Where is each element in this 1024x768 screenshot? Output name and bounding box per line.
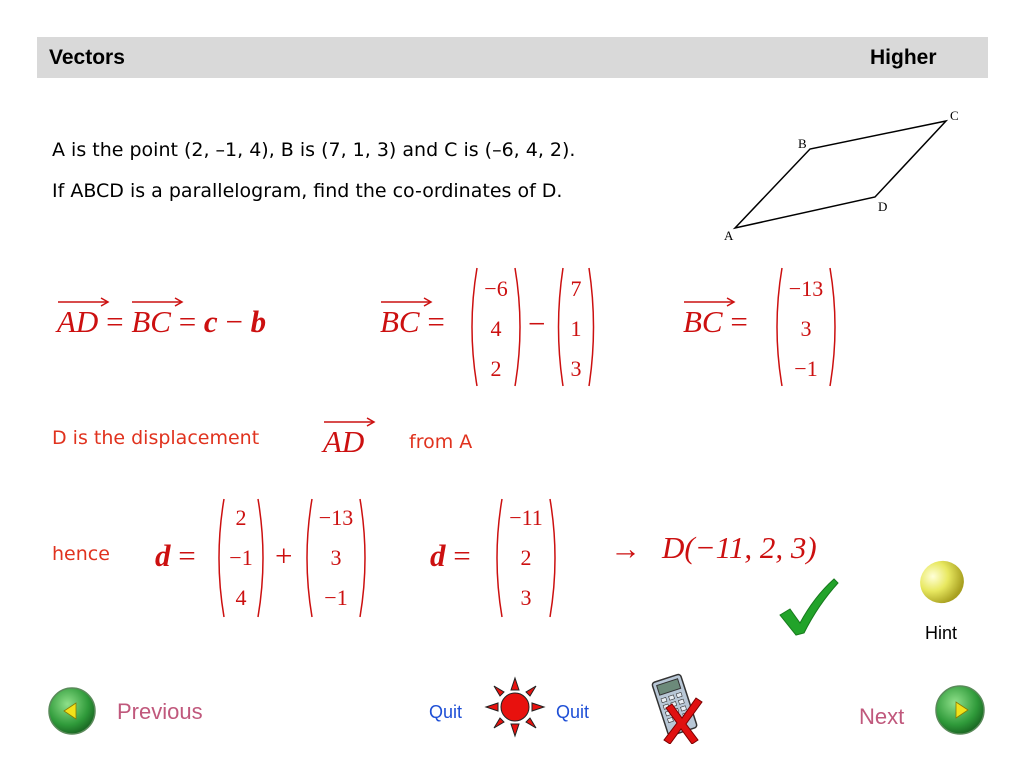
vector-bc-3: BC <box>683 304 723 340</box>
parallelogram-diagram <box>718 104 978 244</box>
vec-bc2-y: 3 <box>330 545 342 570</box>
next-arrow-icon <box>934 684 986 736</box>
header-bar <box>37 37 988 78</box>
vec-bc2-x: −13 <box>318 505 354 530</box>
vec-d-z: 3 <box>520 585 532 610</box>
vec-c-x: −6 <box>484 276 508 301</box>
vec-d-x: −11 <box>509 505 543 530</box>
displacement-vector: AD <box>323 424 364 460</box>
vec-d-y: 2 <box>520 545 532 570</box>
question-line-2: If ABCD is a parallelogram, find the co-ordinates of D. <box>52 180 563 202</box>
point-label-d: D <box>878 199 888 214</box>
check-mark-icon <box>776 575 840 637</box>
vector-c: c <box>203 304 218 339</box>
displacement-text: D is the displacement <box>52 427 260 449</box>
implies-arrow: → <box>610 531 641 566</box>
equation-bc-result: BC = <box>683 304 748 340</box>
page-title: Vectors <box>49 46 125 69</box>
vec-c-z: 2 <box>490 356 502 381</box>
minus-sign: − <box>528 306 546 341</box>
answer-coordinates: D(−11, 2, 3) <box>662 530 817 565</box>
quit-button[interactable] <box>484 676 546 738</box>
from-a-text: from A <box>409 431 473 453</box>
vec-c-y: 4 <box>490 316 502 341</box>
next-button[interactable] <box>934 684 986 736</box>
hint-bulb-icon <box>918 557 968 607</box>
vec-bc2-z: −1 <box>324 585 348 610</box>
previous-button[interactable] <box>47 686 97 736</box>
equation-d-sum-lhs: d = <box>155 538 196 573</box>
sun-quit-icon <box>484 676 546 738</box>
vec-a-z: 4 <box>235 585 247 610</box>
vector-bc: BC <box>131 304 171 340</box>
vec-a-y: −1 <box>229 545 253 570</box>
vec-b-z: 3 <box>570 356 582 381</box>
equation-bc-substitution: BC = <box>380 304 445 340</box>
quit-link-left[interactable]: Quit <box>429 702 463 722</box>
previous-arrow-icon <box>47 686 97 736</box>
hint-button[interactable] <box>918 557 968 607</box>
point-label-a: A <box>724 228 734 243</box>
vector-bc-2: BC <box>380 304 420 340</box>
hint-label: Hint <box>925 623 958 643</box>
point-label-b: B <box>798 136 807 151</box>
vec-bc-z: −1 <box>794 356 818 381</box>
no-calculator-icon <box>648 668 708 744</box>
equation-d-result-lhs: d = <box>430 538 471 573</box>
vector-b: b <box>250 304 267 339</box>
next-label[interactable]: Next <box>859 704 905 729</box>
vec-bc-y: 3 <box>800 316 812 341</box>
point-label-c: C <box>950 108 959 123</box>
quit-link-right[interactable]: Quit <box>556 702 590 722</box>
vector-ad: AD <box>57 304 98 340</box>
vec-bc-x: −13 <box>788 276 824 301</box>
level-label: Higher <box>870 46 937 69</box>
previous-label[interactable]: Previous <box>117 699 203 724</box>
equation-ad-equals-bc: AD = BC = c − b <box>57 304 266 340</box>
hence-text: hence <box>52 543 110 565</box>
vec-a-x: 2 <box>235 505 247 530</box>
vec-b-x: 7 <box>570 276 582 301</box>
plus-sign: + <box>275 538 293 573</box>
question-line-1: A is the point (2, –1, 4), B is (7, 1, 3) and C is (–6, 4, 2). <box>52 139 576 161</box>
vec-b-y: 1 <box>570 316 582 341</box>
